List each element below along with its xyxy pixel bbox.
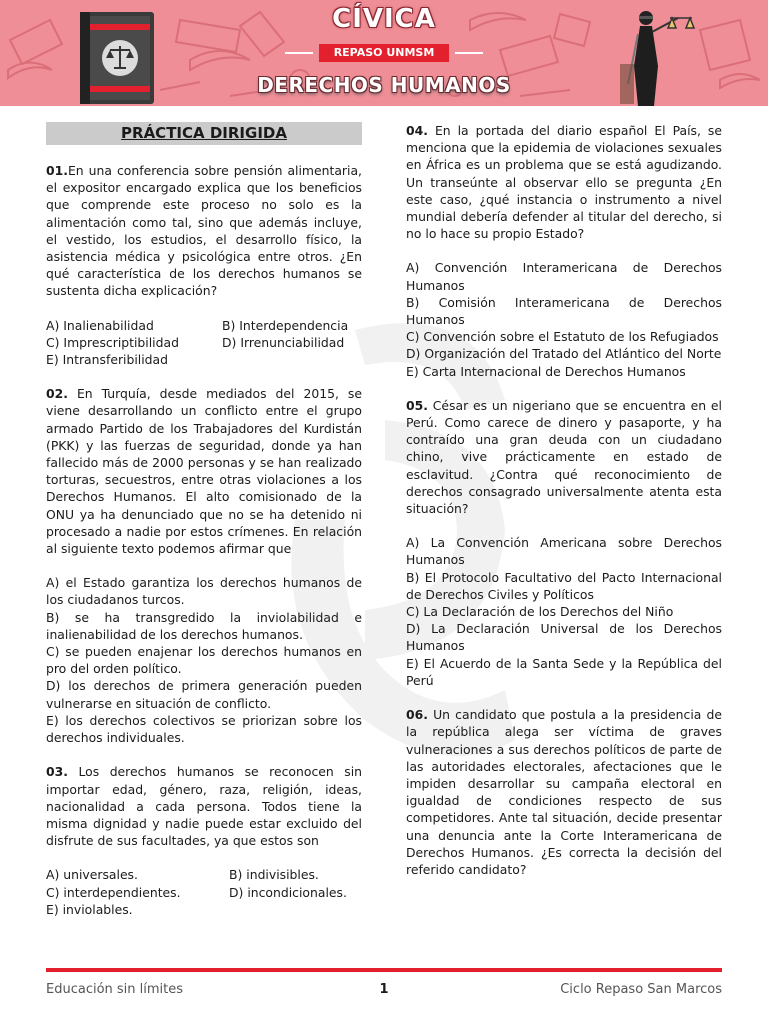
question-number: 05. bbox=[406, 397, 428, 413]
question-03-options bbox=[46, 866, 362, 918]
option-d[interactable]: D) Irrenunciabilidad bbox=[222, 334, 345, 350]
question-number: 04. bbox=[406, 123, 428, 138]
header-banner bbox=[0, 0, 768, 106]
option-b[interactable]: B) se ha transgredido la inviolabilidad e inalienabilidad de los derechos humanos. bbox=[46, 609, 362, 642]
footer-divider bbox=[46, 968, 722, 972]
right-column bbox=[406, 122, 722, 878]
option-d[interactable]: D) los derechos de primera generación pueden vulnerarse en situación de conflicto. bbox=[46, 678, 362, 711]
lady-justice-icon bbox=[612, 4, 702, 106]
question-04 bbox=[406, 122, 722, 242]
option-a[interactable]: A) universales. bbox=[46, 867, 138, 883]
option-b[interactable]: B) El Protocolo Facultativo del Pacto Internacional de Derechos Civiles y Políticos bbox=[406, 569, 722, 602]
question-number: 03. bbox=[46, 764, 68, 780]
option-c[interactable]: C) se pueden enajenar los derechos humanos en pro del orden político. bbox=[46, 644, 362, 677]
question-05 bbox=[406, 397, 722, 517]
question-text: Un candidato que postula a la presidencia de la república alega ser víctima de graves vulneraciones a sus derechos políticos de parte de las autoridades electorales, afectaciones que le impiden desarrollar su campaña electoral en igualdad de condiciones respecto de sus competidores. Ante tal situación, decide presentar una denuncia ante la Corte Interamericana de Derechos Humanos. ¿Es correcta la decisión del referido candidato? bbox=[406, 707, 722, 877]
option-c[interactable]: C) Imprescriptibilidad bbox=[46, 334, 179, 350]
option-a[interactable]: A) el Estado garantiza los derechos humanos de los ciudadanos turcos. bbox=[46, 575, 362, 608]
question-02 bbox=[46, 385, 362, 557]
question-02-options bbox=[46, 574, 362, 746]
section-title: PRÁCTICA DIRIGIDA bbox=[46, 122, 362, 145]
course-badge: REPASO UNMSM bbox=[319, 44, 449, 62]
question-number: 06. bbox=[406, 707, 428, 723]
option-c[interactable]: C) Convención sobre el Estatuto de los Refugiados bbox=[406, 329, 719, 345]
question-text: César es un nigeriano que se encuentra en el Perú. Como carece de dinero y pasaporte, y ha contraído una gran deuda con un ciudadano chino, vive prácticamente en estado de esclavitud. ¿Contra qué reconocimiento de derechos consagrado universalmente atenta esta situación? bbox=[406, 397, 722, 517]
scales-icon bbox=[102, 40, 138, 76]
question-01-options bbox=[46, 317, 362, 369]
option-b[interactable]: B) indivisibles. bbox=[229, 867, 319, 883]
option-e[interactable]: E) Carta Internacional de Derechos Humanos bbox=[406, 363, 686, 379]
question-number: 01. bbox=[46, 163, 68, 178]
question-text: Los derechos humanos se reconocen sin importar edad, género, raza, religión, ideas, nacionalidad a cada persona. Todos tiene la misma dignidad y nadie puede estar excluido del disfrute de sus facultades, ya que estos son bbox=[46, 764, 362, 849]
option-d[interactable]: D) incondicionales. bbox=[229, 884, 347, 900]
option-a[interactable]: A) Convención Interamericana de Derechos Humanos bbox=[406, 260, 722, 293]
topic-title: DERECHOS HUMANOS bbox=[257, 73, 511, 97]
option-c[interactable]: C) La Declaración de los Derechos del Niño bbox=[406, 604, 674, 620]
left-column bbox=[46, 122, 362, 935]
option-b[interactable]: B) Comisión Interamericana de Derechos Humanos bbox=[406, 294, 722, 328]
option-a[interactable]: A) Inalienabilidad bbox=[46, 317, 154, 333]
question-05-options bbox=[406, 534, 722, 689]
option-e[interactable]: E) los derechos colectivos se priorizan sobre los derechos individuales. bbox=[46, 712, 362, 746]
option-e[interactable]: E) El Acuerdo de la Santa Sede y la República del Perú bbox=[406, 655, 722, 688]
option-c[interactable]: C) interdependientes. bbox=[46, 884, 181, 900]
question-text: En Turquía, desde mediados del 2015, se viene desarrollando un conflicto entre el grupo armado Partido de los Trabajadores del Kurdistán (PKK) y las fuerzas de seguridad, donde ya han fallecido más de 2000 personas y se han realizado torturas, secuestros, entre otras violaciones a los Derechos Humanos. El alto comisionado de la ONU ya ha denunciado que no se ha detenido ni procesado a nadie por estos crímenes. En relación al siguiente texto podemos afirmar que bbox=[46, 386, 362, 557]
subject-title: CÍVICA bbox=[332, 4, 436, 34]
question-text: En una conferencia sobre pensión alimentaria, el expositor encargado explica que los beneficios que comprende este proceso no solo es la alimentación como tal, sino que además incluye, el vestido, los estudios, el desarrollo físico, la asistencia médica y psicológica entre otros. ¿En qué característica de los derechos humanos se sustenta dicha explicación? bbox=[46, 163, 362, 299]
option-e[interactable]: E) inviolables. bbox=[46, 901, 133, 917]
option-b[interactable]: B) Interdependencia bbox=[222, 317, 349, 333]
question-03 bbox=[46, 763, 362, 849]
question-06 bbox=[406, 706, 722, 878]
footer-course: Ciclo Repaso San Marcos bbox=[560, 982, 722, 997]
page-number: 1 bbox=[379, 982, 389, 997]
question-number: 02. bbox=[46, 386, 68, 402]
option-d[interactable]: D) Organización del Tratado del Atlántico del Norte bbox=[406, 346, 722, 362]
footer-slogan: Educación sin límites bbox=[46, 982, 184, 997]
option-a[interactable]: A) La Convención Americana sobre Derechos Humanos bbox=[406, 535, 722, 568]
question-04-options bbox=[406, 259, 722, 379]
option-d[interactable]: D) La Declaración Universal de los Derechos Humanos bbox=[406, 621, 722, 654]
question-01 bbox=[46, 162, 362, 300]
option-e[interactable]: E) Intransferibilidad bbox=[46, 352, 169, 368]
question-text: En la portada del diario español El País, se menciona que la epidemia de violaciones sexuales en África es un problema que se está agudizando. Un transeúnte al observar ello se pregunta ¿En este caso, ¿qué instancia o instrumento a nivel mundial debería defender al titular del derecho, si no lo hace su propio Estado? bbox=[406, 123, 722, 242]
